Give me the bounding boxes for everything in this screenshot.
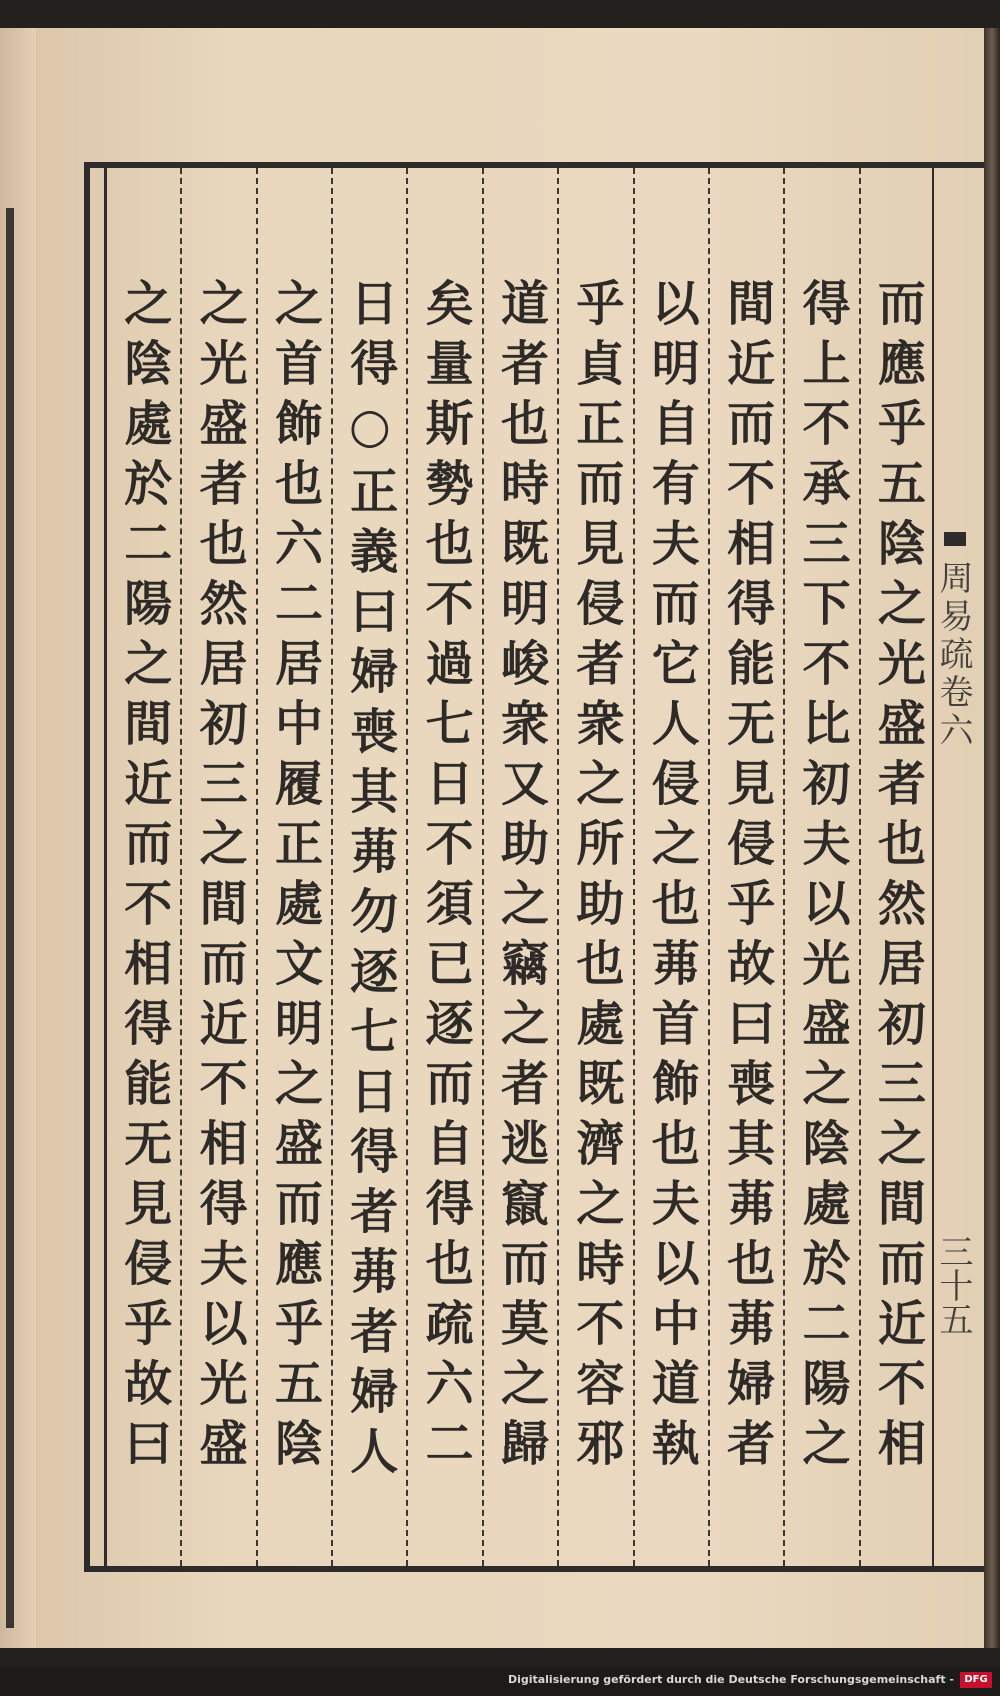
column-text: 以明自有夫而它人侵之也茀首飾也夫以中道執 <box>643 278 700 1478</box>
text-column <box>633 168 708 1566</box>
book-page <box>36 28 984 1648</box>
text-columns <box>107 168 934 1566</box>
text-column <box>256 168 331 1566</box>
text-frame <box>84 162 990 1572</box>
text-column <box>180 168 255 1566</box>
column-text: 之首飾也六二居中履正處文明之盛而應乎五陰 <box>266 278 323 1478</box>
center-margin <box>932 168 984 1566</box>
text-column <box>783 168 858 1566</box>
footer-bar <box>0 1666 1000 1696</box>
column-text: 道者也時既明峻衆又助之竊之者逃竄而莫之歸 <box>492 278 549 1478</box>
column-text: 之光盛者也然居初三之間而近不相得夫以光盛 <box>191 278 248 1478</box>
text-column <box>331 168 406 1566</box>
column-text: 得上不承三下不比初夫以光盛之陰處於二陽之 <box>793 278 850 1478</box>
text-column <box>482 168 557 1566</box>
page-edge-shadow <box>984 28 1000 1648</box>
fish-tail-mark <box>944 532 966 546</box>
previous-page-rule <box>6 208 14 1628</box>
column-text: 乎貞正而見侵者衆之所助也處既濟之時不容邪 <box>567 278 624 1478</box>
column-text: 之陰處於二陽之間近而不相得能无見侵乎故曰 <box>115 278 172 1478</box>
footer-credit: Digitalisierung gefördert durch die Deutsche Forschungsgemeinschaft - <box>507 1673 954 1686</box>
column-text: 矣量斯勢也不過七日不須已逐而自得也疏六二 <box>417 278 474 1478</box>
text-column <box>557 168 632 1566</box>
text-column <box>708 168 783 1566</box>
text-column <box>107 168 180 1566</box>
dfg-logo: DFG <box>960 1672 992 1688</box>
column-text: 而應乎五陰之光盛者也然居初三之間而近不相 <box>869 278 926 1478</box>
text-column <box>859 168 934 1566</box>
margin-title: 周易疏卷六 <box>933 560 973 750</box>
column-text: 間近而不相得能无見侵乎故曰喪其茀也茀婦者 <box>718 278 775 1478</box>
text-column <box>406 168 481 1566</box>
column-text: 日得○正義曰婦喪其茀勿逐七日得者茀者婦人 <box>341 278 398 1486</box>
previous-page-edge <box>0 28 39 1648</box>
folio-number: 三十五 <box>933 1234 973 1336</box>
